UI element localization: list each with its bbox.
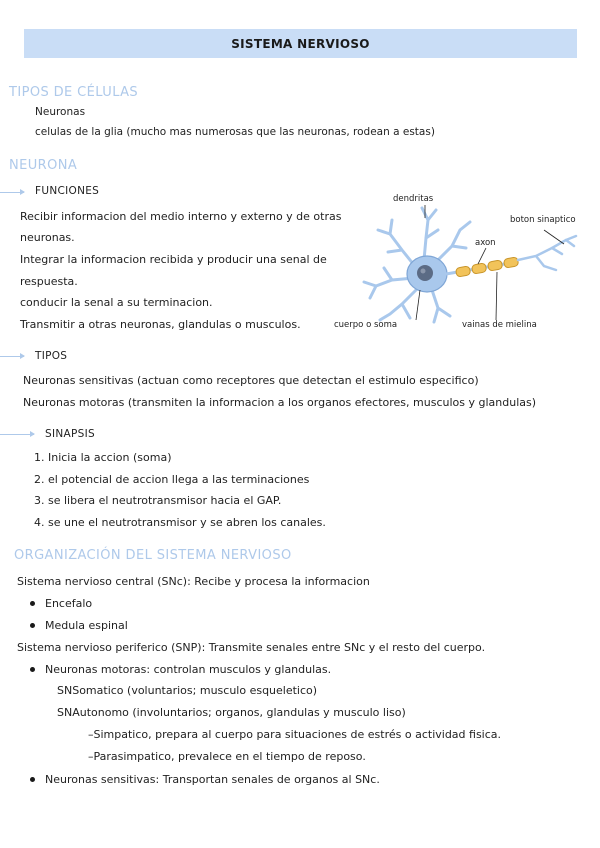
text-line: Recibir informacion del medio interno y externo y de otras (20, 210, 342, 223)
list-item: celulas de la glia (mucho mas numerosas que las neuronas, rodean a estas) (35, 126, 435, 138)
text-line: conducir la senal a su terminacion. (20, 296, 213, 309)
neuron-diagram (330, 190, 592, 340)
list-item: 3. se libera el neutrotransmisor hacia el GAP. (34, 494, 282, 507)
list-item: Neuronas motoras: controlan musculos y glandulas. (45, 663, 332, 676)
text-line: Integrar la informacion recibida y producir una senal de (20, 253, 327, 266)
page-title: SISTEMA NERVIOSO (231, 36, 370, 51)
text-line: SNAutonomo (involuntarios; organos, glandulas y musculo liso) (57, 706, 406, 719)
section-heading-neurona: NEURONA (9, 158, 78, 173)
label-axon: axon (475, 238, 496, 248)
sub-heading-sinapsis: SINAPSIS (45, 428, 95, 440)
title-bar (24, 29, 577, 58)
bullet-icon (30, 623, 35, 628)
list-item: Encefalo (45, 597, 93, 610)
arrow-sinapsis (0, 434, 34, 435)
label-dendritas: dendritas (393, 194, 434, 204)
sub-heading-tipos: TIPOS (35, 350, 68, 362)
bullet-icon (30, 667, 35, 672)
text-line: Neuronas motoras (transmiten la informacion a los organos efectores, musculos y glandulas) (23, 396, 537, 409)
list-item: Medula espinal (45, 619, 128, 632)
arrow-funciones (0, 192, 24, 193)
bullet-icon (30, 601, 35, 606)
arrow-tipos (0, 356, 24, 357)
section-heading-tipos-celulas: TIPOS DE CÉLULAS (9, 85, 139, 100)
list-item: Neuronas (35, 106, 86, 118)
list-item: Neuronas sensitivas: Transportan senales de organos al SNc. (45, 773, 380, 786)
text-line: Neuronas sensitivas (actuan como receptores que detectan el estimulo especifico) (23, 374, 479, 387)
text-line: Transmitir a otras neuronas, glandulas o musculos. (20, 318, 301, 331)
list-item: 1. Inicia la accion (soma) (34, 451, 172, 464)
sub-heading-funciones: FUNCIONES (35, 185, 100, 197)
bullet-icon (30, 777, 35, 782)
label-vainas-mielina: vainas de mielina (462, 320, 537, 330)
text-line: –Parasimpatico, prevalece en el tiempo de reposo. (88, 750, 366, 763)
list-item: 2. el potencial de accion llega a las terminaciones (34, 473, 310, 486)
section-heading-organizacion: ORGANIZACIÓN DEL SISTEMA NERVIOSO (14, 548, 292, 563)
axon-terminal-icon (518, 236, 576, 270)
list-item: 4. se une el neutrotransmisor y se abren los canales. (34, 516, 326, 529)
text-line: Sistema nervioso periferico (SNP): Transmite senales entre SNc y el resto del cuerpo. (17, 641, 486, 654)
text-line: SNSomatico (voluntarios; musculo esqueletico) (57, 684, 318, 697)
label-boton-sinaptico: boton sinaptico (510, 215, 576, 225)
text-line: Sistema nervioso central (SNc): Recibe y procesa la informacion (17, 575, 370, 588)
text-line: –Simpatico, prepara al cuerpo para situaciones de estrés o actividad fisica. (88, 728, 502, 741)
text-line: neuronas. (20, 231, 75, 244)
nucleus-icon (417, 265, 433, 281)
text-line: respuesta. (20, 275, 78, 288)
label-cuerpo-soma: cuerpo o soma (334, 320, 398, 330)
